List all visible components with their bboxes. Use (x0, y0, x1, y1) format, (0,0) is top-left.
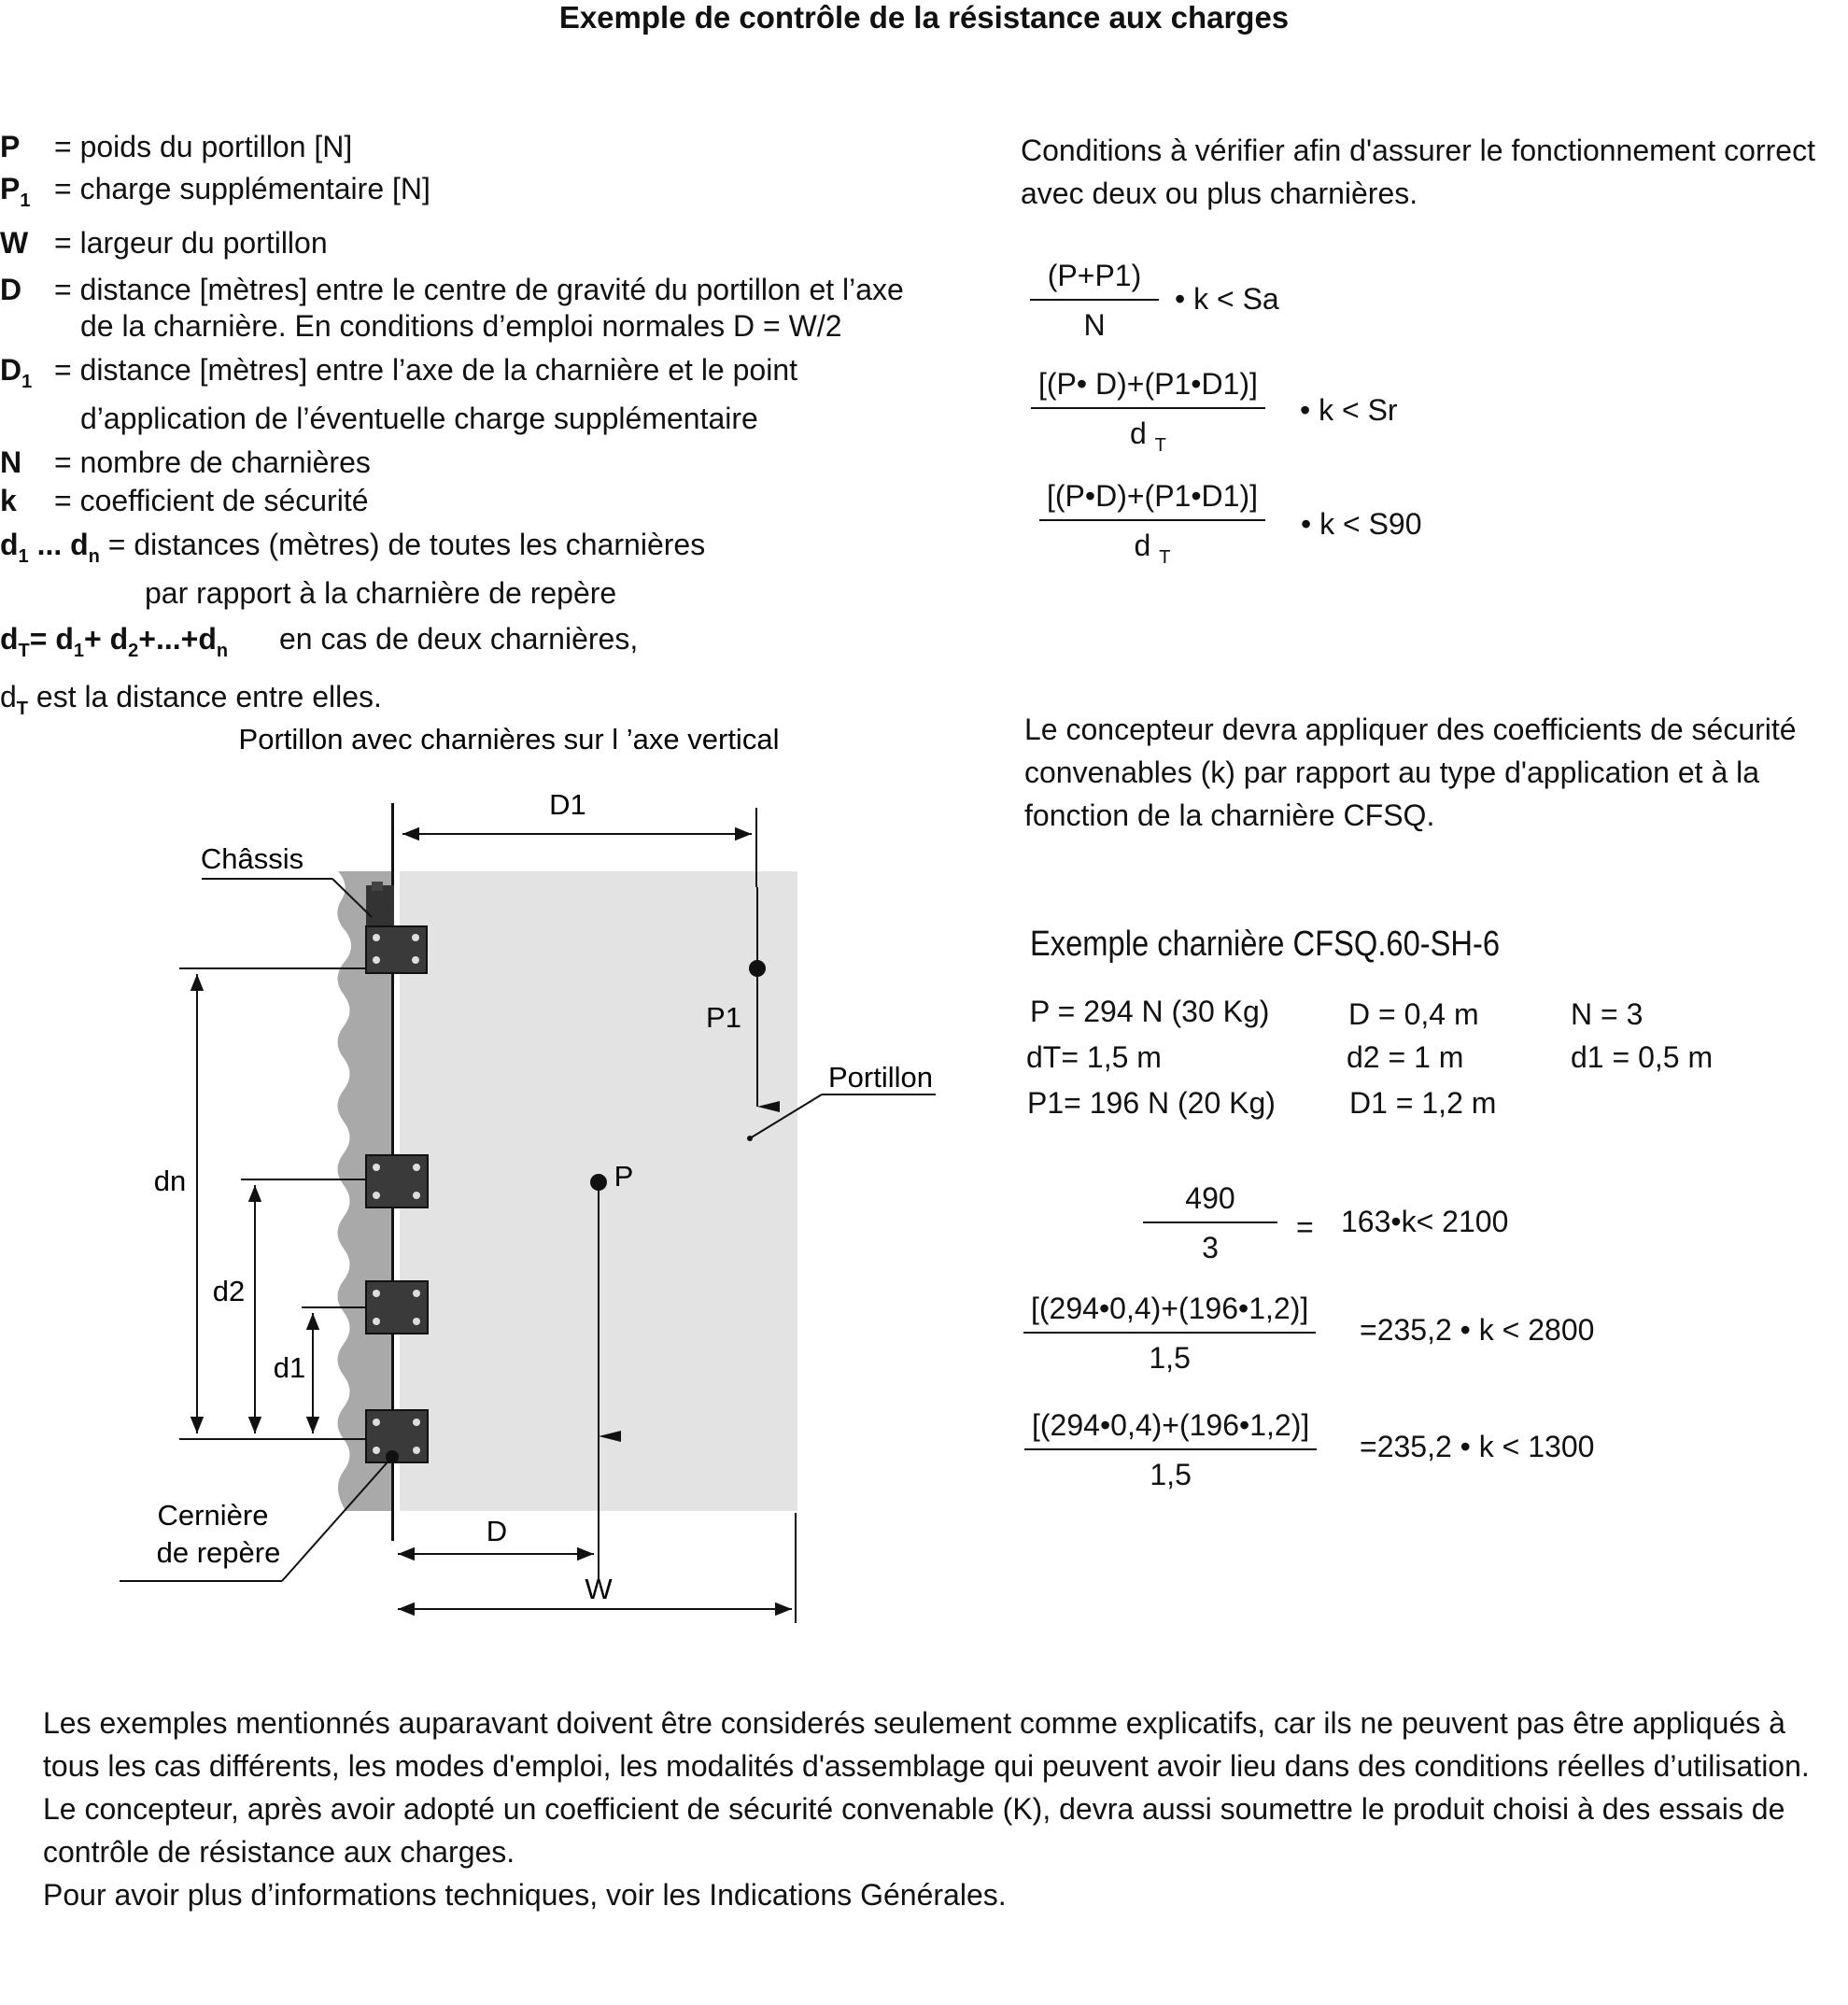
legend-desc: = distance [mètres] entre l’axe de la charnière et le point (54, 353, 797, 387)
formula-numerator: (P+P1) (1030, 259, 1159, 301)
formula-sr (1031, 367, 1265, 457)
legend-d1 (0, 349, 904, 403)
disclaimer (43, 1701, 1836, 1916)
legend-dt (0, 618, 904, 672)
legend-subscript: n (216, 641, 229, 661)
legend-symbol: +...+d (138, 622, 217, 656)
page-title: Exemple de contrôle de la résistance aux charges (558, 0, 1290, 35)
legend-symbol: D (0, 353, 22, 387)
calc-numerator: 490 (1143, 1181, 1277, 1223)
value-d: D = 0,4 m (1348, 997, 1479, 1031)
label-P: P (614, 1160, 634, 1193)
calc-sa (1143, 1181, 1277, 1265)
calc-sa-eq: = (1296, 1210, 1314, 1244)
value-d1: d1 = 0,5 m (1571, 1040, 1714, 1074)
label-d2: d2 (212, 1275, 246, 1307)
legend-w (0, 222, 904, 264)
legend-n (0, 442, 904, 484)
legend-symbol: P (0, 172, 21, 205)
legend-symbol: d (0, 680, 17, 713)
calc-numerator: [(294•0,4)+(196•1,2)] (1024, 1408, 1317, 1450)
formula-s90 (1039, 479, 1265, 569)
legend-subscript: 2 (128, 641, 139, 661)
conditions-intro: Conditions à vérifier afin d'assurer le fonctionnement correct avec deux ou plus charnières. (1021, 134, 1815, 210)
disclaimer-paragraph: Les exemples mentionnés auparavant doivent être considerés seulement comme explicatifs, car ils ne peuvent pas être appliqués à tous les cas différents, les modes d'emploi, les modalités d'assemblage qui peuvent avoir lieu dans des conditions réelles d’utilisation. Le concepteur, après avoir adopté un coefficient de sécurité convenable (K), devra aussi soumettre le produit choisi à des essais de contrôle de résistance aux charges. (43, 1706, 1810, 1869)
legend-subscript: 1 (21, 372, 33, 392)
label-P1: P1 (706, 1001, 741, 1034)
formula-denominator (1039, 521, 1265, 569)
designer-note: Le concepteur devra appliquer des coefficients de sécurité convenables (k) par rapport au type d'application et à la fonction de la charnière CFSQ. (1024, 713, 1797, 832)
legend-dn-cont: par rapport à la charnière de repère (145, 576, 617, 610)
diagram-caption: Portillon avec charnières sur l ’axe vertical (238, 723, 780, 755)
hinge-2 (366, 1281, 428, 1334)
legend-p1 (0, 168, 904, 222)
formula-denominator: N (1083, 308, 1106, 342)
legend-symbol: N (0, 445, 22, 479)
value-dt: dT= 1,5 m (1026, 1040, 1162, 1074)
legend-symbol: P (0, 130, 21, 163)
label-dn: dn (153, 1165, 187, 1197)
formula-denominator-d: d (1129, 417, 1147, 450)
legend-subscript: 1 (20, 191, 31, 211)
legend-subscript: n (88, 546, 100, 567)
legend-dn (0, 524, 904, 578)
formula-denominator (1031, 409, 1265, 457)
formula-s90-op: • k < S90 (1301, 507, 1422, 541)
legend-subscript: 1 (18, 546, 29, 567)
legend-symbol: W (0, 226, 29, 260)
formula-subscript: T (1159, 547, 1171, 568)
calc-denominator: 1,5 (1149, 1341, 1191, 1375)
hinge-reference (366, 1410, 428, 1463)
value-n: N = 3 (1571, 997, 1643, 1031)
legend-desc: = distance [mètres] entre le centre de gravité du portillon et l’axe (54, 273, 904, 306)
legend-desc: = charge supplémentaire [N] (54, 172, 430, 205)
legend-symbol: d (70, 528, 89, 561)
value-d1-big: D1 = 1,2 m (1349, 1086, 1497, 1120)
general-indications-note: Pour avoir plus d’informations techniques, voir les Indications Générales. (43, 1878, 1007, 1912)
legend-desc: en cas de deux charnières, (278, 622, 639, 656)
legend-symbol: k (0, 484, 17, 517)
formula-sr-op: • k < Sr (1300, 393, 1398, 427)
calc-sa-result: 163•k< 2100 (1341, 1205, 1509, 1238)
legend-symbol: + d (84, 622, 129, 656)
legend-symbol: = d (29, 622, 74, 656)
legend-subscript: T (18, 641, 30, 661)
calc-s90 (1024, 1408, 1317, 1492)
formula-numerator: [(P•D)+(P1•D1)] (1039, 479, 1265, 521)
legend-symbol: ... (36, 528, 63, 561)
legend-d1-cont: d’application de l’éventuelle charge supplémentaire (80, 402, 758, 435)
value-p: P = 294 N (30 Kg) (1030, 995, 1270, 1028)
calc-sr (1023, 1292, 1316, 1376)
legend-desc: = poids du portillon [N] (54, 130, 353, 163)
legend-symbol: D (0, 273, 22, 306)
example-title: Exemple charnière CFSQ.60-SH-6 (1030, 925, 1501, 964)
legend-p (0, 126, 904, 168)
legend-d-cont: de la charnière. En conditions d’emploi normales D = W/2 (80, 309, 842, 343)
formula-denominator-d: d (1134, 529, 1151, 562)
symbol-legend (0, 126, 904, 730)
calc-denominator: 1,5 (1150, 1458, 1192, 1491)
label-D: D (486, 1515, 508, 1547)
label-W: W (585, 1573, 613, 1605)
formula-subscript: T (1154, 435, 1166, 456)
formula-numerator: [(P• D)+(P1•D1)] (1031, 367, 1265, 409)
legend-desc: = nombre de charnières (54, 445, 371, 479)
calc-s90-result: =235,2 • k < 1300 (1360, 1430, 1595, 1463)
label-D1: D1 (549, 788, 586, 821)
legend-subscript: T (16, 699, 29, 719)
formula-sa (1030, 259, 1159, 343)
label-reference-2: de repère (156, 1536, 281, 1569)
legend-desc: = largeur du portillon (54, 226, 328, 260)
legend-subscript: 1 (73, 641, 85, 661)
legend-symbol: d (0, 528, 19, 561)
label-chassis: Châssis (200, 842, 304, 875)
legend-desc: est la distance entre elles. (35, 680, 382, 713)
calc-numerator: [(294•0,4)+(196•1,2)] (1023, 1292, 1316, 1334)
legend-desc: = distances (mètres) de toutes les charnières (107, 528, 706, 561)
gate-diagram (0, 710, 971, 1634)
value-p1: P1= 196 N (20 Kg) (1027, 1086, 1276, 1120)
legend-symbol: d (0, 622, 19, 656)
value-d2: d2 = 1 m (1347, 1040, 1464, 1074)
legend-desc: = coefficient de sécurité (54, 484, 369, 517)
calc-sr-result: =235,2 • k < 2800 (1360, 1313, 1595, 1347)
formula-sa-op: • k < Sa (1175, 282, 1279, 316)
legend-k (0, 480, 904, 522)
label-portillon: Portillon (828, 1061, 933, 1094)
label-reference-1: Cernière (157, 1499, 269, 1532)
calc-denominator: 3 (1202, 1231, 1219, 1264)
label-d1: d1 (273, 1351, 306, 1384)
hinge-n (366, 1155, 428, 1207)
